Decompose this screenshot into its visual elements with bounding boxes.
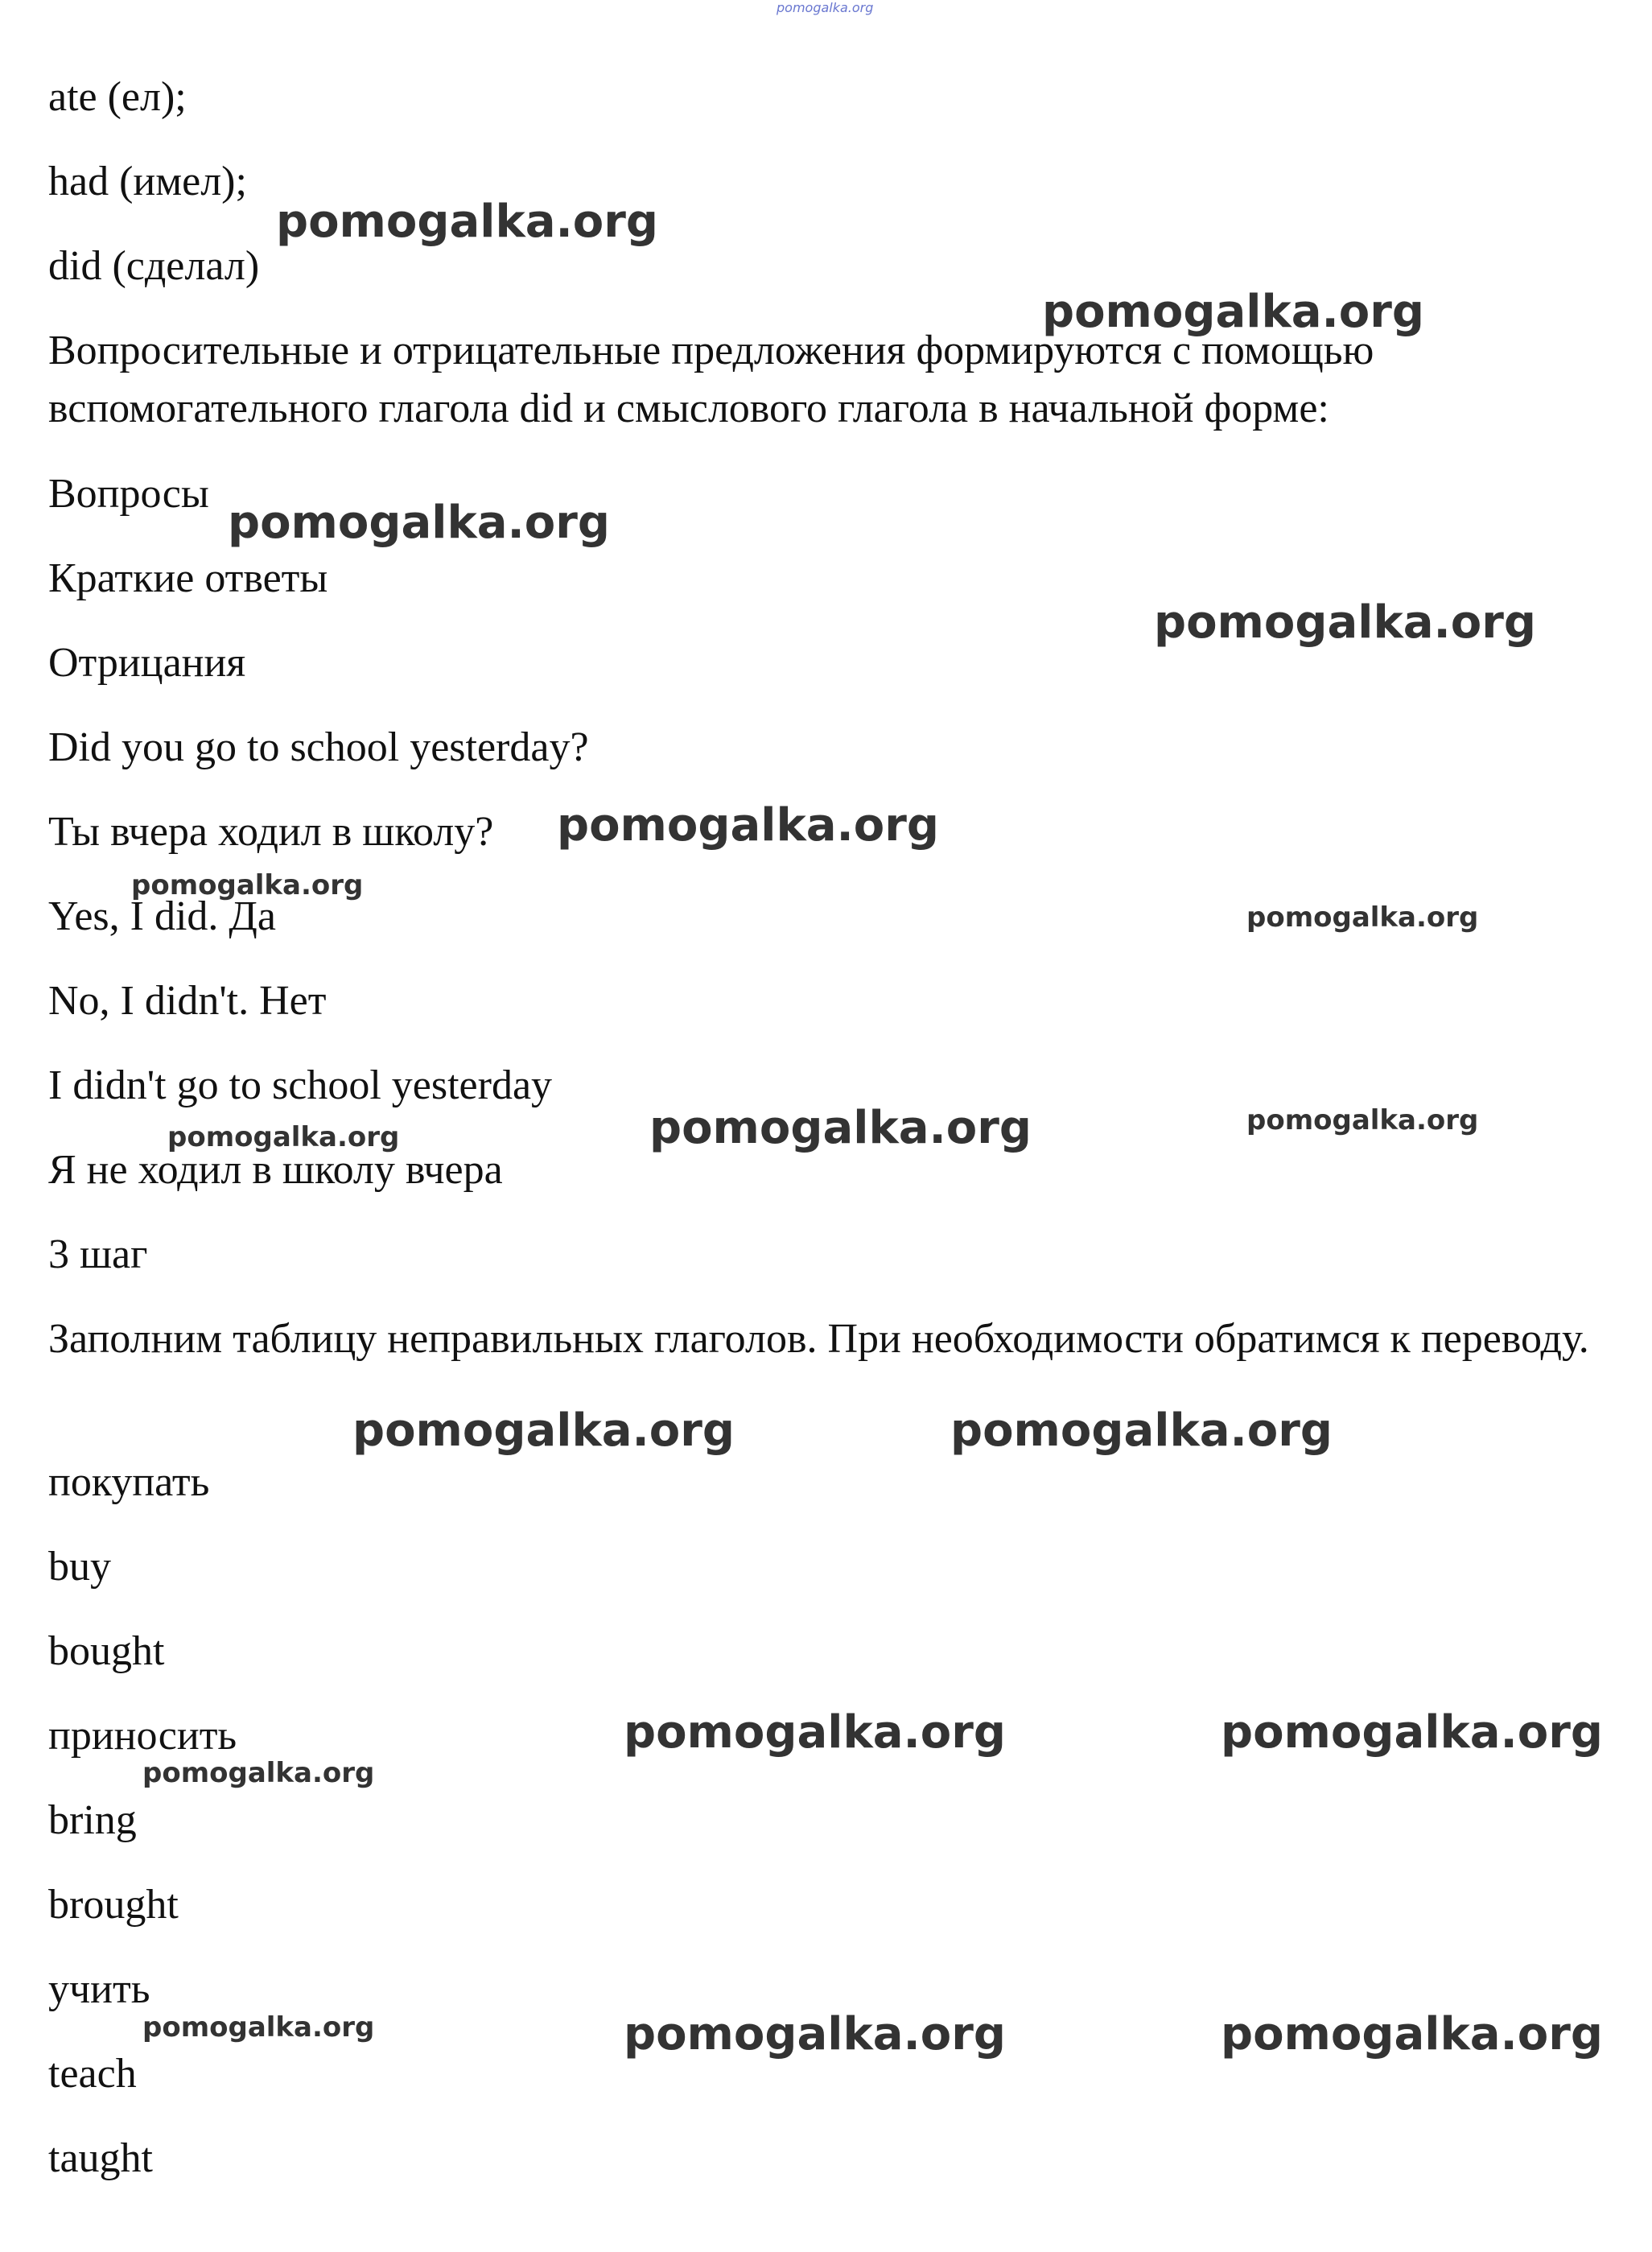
- watermark: pomogalka.org: [1246, 1104, 1479, 1136]
- verb-bring-ru: приносить: [48, 1713, 237, 1759]
- watermark: pomogalka.org: [167, 1121, 400, 1153]
- text-line-question-en: Did you go to school yesterday?: [48, 724, 589, 770]
- verb-brought: brought: [48, 1882, 179, 1928]
- verb-buy: buy: [48, 1544, 111, 1590]
- watermark: pomogalka.org: [1221, 2008, 1603, 2060]
- watermark: pomogalka.org: [142, 2011, 375, 2044]
- verb-buy-ru: покупать: [48, 1459, 210, 1505]
- watermark: pomogalka.org: [1221, 1706, 1603, 1759]
- text-line-negation-ru: Я не ходил в школу вчера: [48, 1147, 503, 1193]
- verb-bought: bought: [48, 1628, 165, 1674]
- text-line-step3: 3 шаг: [48, 1231, 148, 1277]
- verb-teach-ru: учить: [48, 1966, 150, 2012]
- text-line-no: No, I didn't. Нет: [48, 978, 327, 1024]
- watermark: pomogalka.org: [276, 196, 658, 248]
- text-line-negation-en: I didn't go to school yesterday: [48, 1062, 553, 1108]
- watermark: pomogalka.org: [142, 1757, 375, 1789]
- watermark: pomogalka.org: [950, 1404, 1333, 1457]
- text-line-negations: Отрицания: [48, 640, 246, 686]
- watermark: pomogalka.org: [624, 1706, 1006, 1759]
- text-line-ate: ate (ел);: [48, 74, 187, 120]
- watermark: pomogalka.org: [557, 799, 939, 852]
- watermark: pomogalka.org: [624, 2008, 1006, 2060]
- watermark: pomogalka.org: [1042, 286, 1424, 338]
- text-line-yes: Yes, I did. Да: [48, 893, 276, 939]
- text-line-did: did (сделал): [48, 243, 260, 289]
- header-watermark: pomogalka.org: [777, 0, 874, 15]
- verb-teach: teach: [48, 2051, 137, 2097]
- fill-table-paragraph: Заполним таблицу неправильных глаголов. При необходимости обратимся к переводу.: [48, 1316, 1589, 1362]
- watermark: pomogalka.org: [352, 1404, 735, 1457]
- text-line-short-answers: Краткие ответы: [48, 555, 328, 601]
- watermark: pomogalka.org: [228, 497, 610, 549]
- watermark: pomogalka.org: [649, 1102, 1032, 1154]
- text-line-had: had (имел);: [48, 159, 247, 204]
- text-line-question-ru: Ты вчера ходил в школу?: [48, 809, 494, 855]
- watermark: pomogalka.org: [1246, 901, 1479, 934]
- text-line-questions: Вопросы: [48, 471, 209, 517]
- watermark: pomogalka.org: [131, 869, 364, 901]
- verb-taught: taught: [48, 2135, 153, 2181]
- watermark: pomogalka.org: [1154, 596, 1536, 649]
- verb-bring: bring: [48, 1797, 137, 1843]
- intro-paragraph: Вопросительные и отрицательные предложения формируются с помощью вспомогательного глагола did и смыслового глагола в начальной форме:: [48, 328, 1374, 431]
